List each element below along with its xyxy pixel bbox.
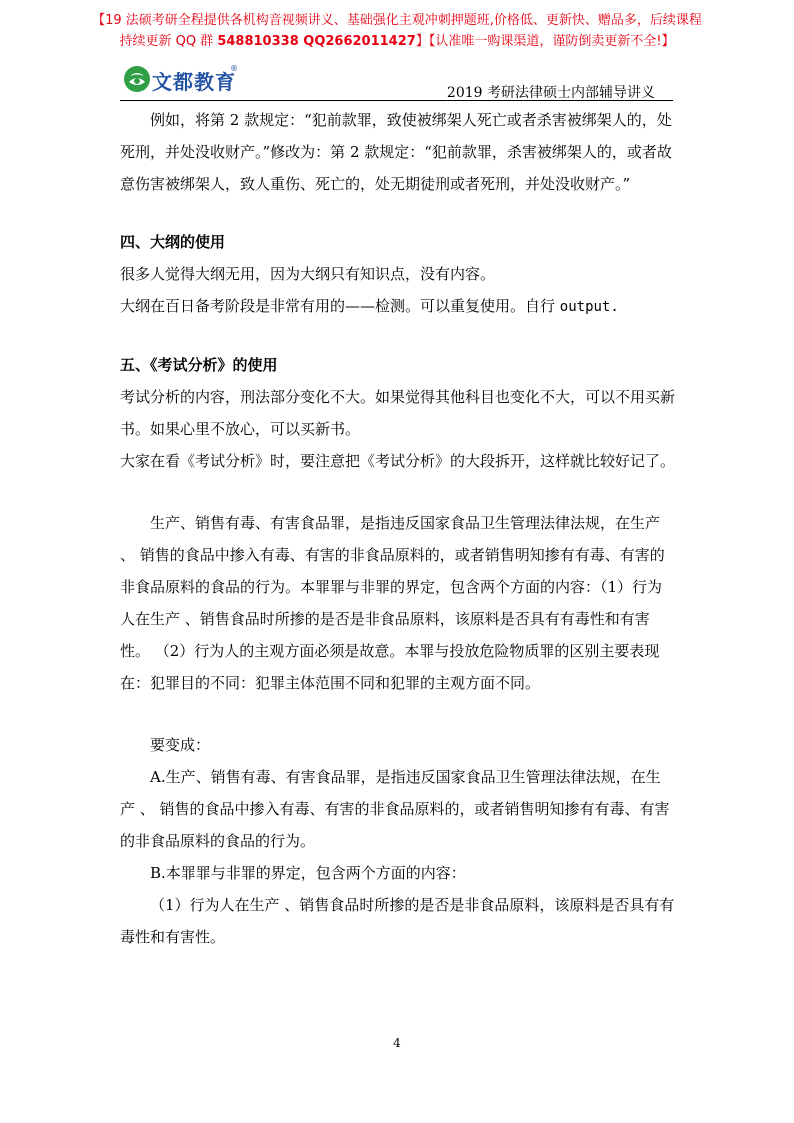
registered-mark: ® [230, 64, 238, 73]
promo-banner-line-2: 持续更新 QQ 群 548810338 QQ2662011427】【认准唯一购课渠道，谨防倒卖更新不全!】 [119, 34, 675, 49]
example-paragraph: 例如，将第 2 款规定：“犯前款罪，致使被绑架人死亡或者杀害被绑架人的，处死刑，并处没收财产。”修改为：第 2 款规定：“犯前款罪，杀害被绑架人的，或者故意伤害被绑架人，致人重伤、死亡的，处无期徒刑或者死刑，并处没收财产。” [120, 111, 672, 193]
wendu-logo-icon [122, 64, 152, 94]
exam-analysis-paragraph-1: 考试分析的内容，刑法部分变化不大。如果觉得其他科目也变化不大，可以不用买新书。如果心里不放心，可以买新书。 [120, 388, 676, 438]
item-b-1: （1）行为人在生产 、销售食品时所掺的是否是非食品原料，该原料是否具有有毒性和有害性。 [120, 896, 675, 946]
wendu-logo [122, 64, 242, 94]
page-number: 4 [393, 1036, 401, 1050]
header-divider [120, 100, 673, 101]
change-label: 要变成： [150, 736, 211, 754]
exam-analysis-paragraph-2: 大家在看《考试分析》时，要注意把《考试分析》的大段拆开，这样就比较好记了。 [120, 452, 676, 470]
outline-paragraph-2: 大纲在百日备考阶段是非常有用的——检测。可以重复使用。自行 output. [120, 297, 619, 315]
item-a: A.生产、销售有毒、有害食品罪，是指违反国家食品卫生管理法律法规，在生产 、 销售的食品中掺入有毒、有害的非食品原料的，或者销售明知掺有有毒、有害的非食品原料的食品的行为。 [120, 768, 670, 850]
promo-banner [0, 10, 794, 52]
section-heading-outline: 四、大纲的使用 [120, 233, 226, 251]
qq-numbers: 548810338 QQ2662011427 [217, 34, 416, 49]
document-body [120, 104, 675, 953]
outline-paragraph-1: 很多人觉得大纲无用，因为大纲只有知识点，没有内容。 [120, 265, 496, 283]
item-b: B.本罪罪与非罪的界定，包含两个方面的内容： [150, 864, 466, 882]
promo-banner-line-1: 【19 法硕考研全程提供各机构音视频讲义、基础强化主观冲刺押题班,价格低、更新快、赠品多，后续课程 [92, 13, 702, 28]
section-heading-exam-analysis: 五、《考试分析》的使用 [120, 356, 278, 374]
page-header-title: 2019 考研法律硕士内部辅导讲义 [446, 85, 655, 101]
crime-definition-paragraph: 生产、销售有毒、有害食品罪，是指违反国家食品卫生管理法律法规，在生产 、 销售的食品中掺入有毒、有害的非食品原料的，或者销售明知掺有有毒、有害的非食品原料的食品的行为。本罪罪与非罪的界定，包含两个方面的内容：（1）行为人在生产 、销售食品时所掺的是否是非食品原料，该原料是否具有有毒性和有害性。 （2）行为人的主观方面必须是故意。本罪与投放危险物质罪的区别主要表现在：犯罪目的不同：犯罪主体范围不同和犯罪的主观方面不同。 [120, 514, 665, 692]
logo-text: 文都教育 [152, 70, 236, 94]
